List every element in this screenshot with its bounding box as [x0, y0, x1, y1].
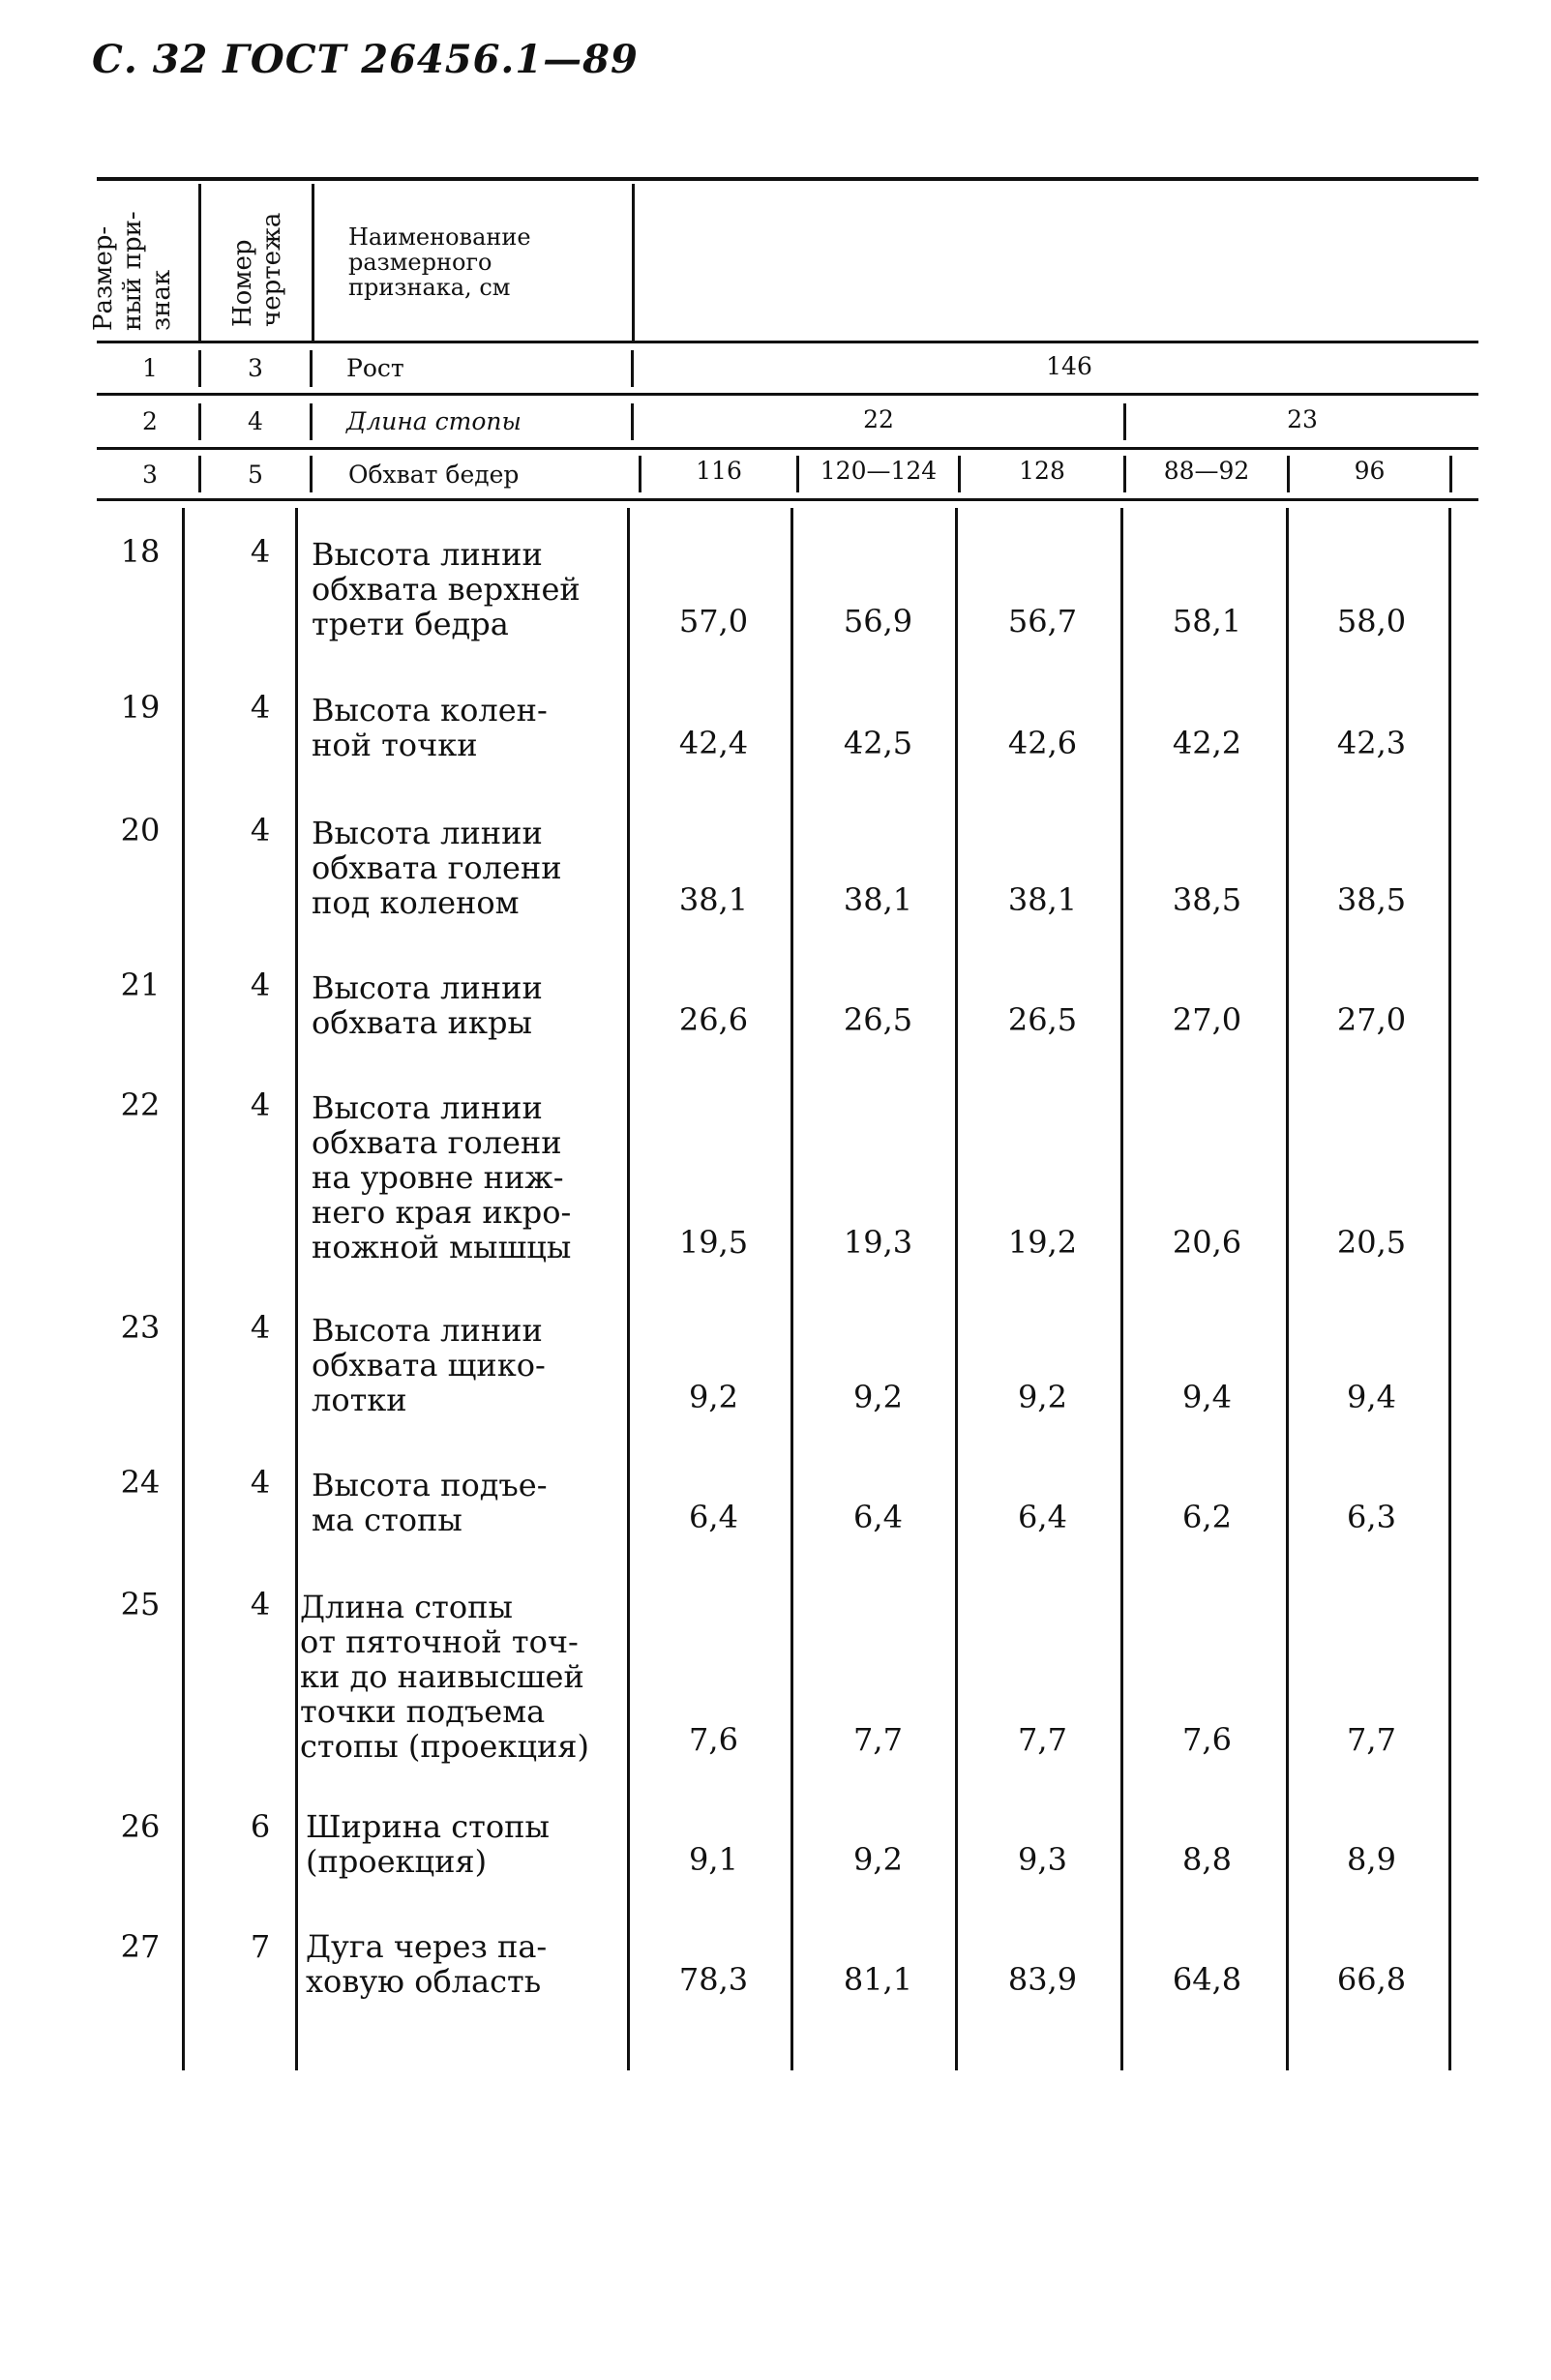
- row1-value: 146: [1046, 352, 1092, 380]
- row3-value: 88—92: [1163, 457, 1250, 485]
- row-18-value: 56,9: [843, 603, 913, 640]
- row-25-value: 7,7: [853, 1721, 903, 1758]
- row-21-value: 26,6: [678, 1001, 749, 1038]
- row-27-value: 64,8: [1172, 1961, 1242, 1998]
- row-18-value: 57,0: [678, 603, 749, 640]
- row1-drawing: 3: [248, 354, 263, 382]
- row-19-num: 19: [120, 689, 161, 726]
- row-23-value: 9,2: [689, 1379, 738, 1415]
- row-21-value: 26,5: [1007, 1001, 1078, 1038]
- row2-value: 22: [863, 405, 894, 433]
- row-23-value: 9,2: [853, 1379, 903, 1415]
- row-20-value: 38,5: [1336, 881, 1407, 918]
- page-header: С. 32 ГОСТ 26456.1—89: [92, 37, 639, 82]
- row-21-value: 27,0: [1172, 1001, 1242, 1038]
- row-23-name: Высота линии обхвата щико- лотки: [312, 1312, 546, 1418]
- row-25-name: Длина стопы от пяточной точ- ки до наивысшей точки подъема стопы (проекция): [300, 1589, 589, 1765]
- row1-col-rule: [631, 350, 634, 387]
- row-24-value: 6,4: [1018, 1499, 1067, 1535]
- row-22-drawing: 4: [250, 1086, 271, 1123]
- row-24-value: 6,4: [689, 1499, 738, 1535]
- row-26-drawing: 6: [250, 1808, 271, 1845]
- row-27-drawing: 7: [250, 1928, 271, 1965]
- table-top-rule: [97, 177, 1478, 181]
- header-bottom-rule: [97, 341, 1478, 343]
- row-19-name: Высота колен- ной точки: [312, 692, 548, 763]
- row2-col-rule: [310, 403, 313, 440]
- row-20-value: 38,1: [678, 881, 749, 918]
- row-27-value: 66,8: [1336, 1961, 1407, 1998]
- row-23-value: 9,2: [1018, 1379, 1067, 1415]
- row2-num: 2: [142, 407, 158, 435]
- header-col-rule: [632, 184, 635, 341]
- row-18-value: 56,7: [1007, 603, 1078, 640]
- row2-drawing: 4: [248, 407, 263, 435]
- row-18-drawing: 4: [250, 533, 271, 570]
- row-19-value: 42,6: [1007, 725, 1078, 761]
- row3-num: 3: [142, 461, 158, 489]
- row-27-num: 27: [120, 1928, 161, 1965]
- row-22-value: 20,6: [1172, 1224, 1242, 1261]
- row-27-value: 83,9: [1007, 1961, 1078, 1998]
- row-22-value: 19,2: [1007, 1224, 1078, 1261]
- row-21-num: 21: [120, 967, 161, 1003]
- row-23-value: 9,4: [1182, 1379, 1232, 1415]
- row-21-name: Высота линии обхвата икры: [312, 969, 543, 1041]
- row-24-num: 24: [120, 1464, 161, 1501]
- row-18-name: Высота линии обхвата верхней трети бедра: [312, 536, 581, 642]
- row-26-value: 9,1: [689, 1841, 738, 1878]
- header-size-feature: Размер- ный при- знак: [89, 211, 176, 331]
- row-23-drawing: 4: [250, 1309, 271, 1346]
- row-25-value: 7,6: [689, 1721, 738, 1758]
- row3-name: Обхват бедер: [348, 461, 520, 489]
- row-24-value: 6,2: [1182, 1499, 1232, 1535]
- row-25-drawing: 4: [250, 1586, 271, 1622]
- row-20-name: Высота линии обхвата голени под коленом: [312, 815, 562, 921]
- row-20-value: 38,5: [1172, 881, 1242, 918]
- body-col-rule: [627, 508, 630, 2070]
- row3-value: 120—124: [820, 457, 938, 485]
- row3-drawing: 5: [248, 461, 263, 489]
- row2-value: 23: [1287, 405, 1318, 433]
- row-26-value: 9,2: [853, 1841, 903, 1878]
- row1-num: 1: [142, 354, 158, 382]
- header-feature-name: Наименование размерного признака, см: [348, 223, 531, 301]
- row3-col-rule: [1449, 456, 1452, 492]
- row-18-value: 58,1: [1172, 603, 1242, 640]
- header-col-rule: [312, 184, 314, 341]
- row1-bottom-rule: [97, 393, 1478, 396]
- row-22-value: 19,3: [843, 1224, 913, 1261]
- row3-bottom-rule: [97, 498, 1478, 501]
- row-24-drawing: 4: [250, 1464, 271, 1501]
- row-27-name: Дуга через па- ховую область: [306, 1928, 548, 2000]
- row-25-value: 7,7: [1018, 1721, 1067, 1758]
- row-20-value: 38,1: [1007, 881, 1078, 918]
- row-22-name: Высота линии обхвата голени на уровне ниж- него края икро- ножной мышцы: [312, 1089, 572, 1265]
- row3-value: 96: [1354, 457, 1386, 485]
- row-26-value: 8,9: [1347, 1841, 1396, 1878]
- row-20-value: 38,1: [843, 881, 913, 918]
- row-24-value: 6,4: [853, 1499, 903, 1535]
- row-26-value: 8,8: [1182, 1841, 1232, 1878]
- row2-bottom-rule: [97, 447, 1478, 450]
- header-drawing-number: Номер чертежа: [228, 212, 286, 327]
- row-24-value: 6,3: [1347, 1499, 1396, 1535]
- row-19-value: 42,5: [843, 725, 913, 761]
- row-25-num: 25: [120, 1586, 161, 1622]
- row-19-drawing: 4: [250, 689, 271, 726]
- row-22-value: 19,5: [678, 1224, 749, 1261]
- row-20-num: 20: [120, 812, 161, 848]
- row-27-value: 81,1: [843, 1961, 913, 1998]
- row-22-num: 22: [120, 1086, 161, 1123]
- row1-col-rule: [310, 350, 313, 387]
- row-24-name: Высота подъе- ма стопы: [312, 1467, 548, 1538]
- row-25-value: 7,6: [1182, 1721, 1232, 1758]
- row-18-num: 18: [120, 533, 161, 570]
- row-19-value: 42,3: [1336, 725, 1407, 761]
- row3-col-rule: [310, 456, 313, 492]
- row3-value: 116: [696, 457, 742, 485]
- row-19-value: 42,2: [1172, 725, 1242, 761]
- row-22-value: 20,5: [1336, 1224, 1407, 1261]
- row-21-value: 26,5: [843, 1001, 913, 1038]
- row-25-value: 7,7: [1347, 1721, 1396, 1758]
- row-20-drawing: 4: [250, 812, 271, 848]
- row2-name: Длина стопы: [346, 407, 522, 435]
- row3-value: 128: [1019, 457, 1065, 485]
- row-18-value: 58,0: [1336, 603, 1407, 640]
- row-21-drawing: 4: [250, 967, 271, 1003]
- row-23-value: 9,4: [1347, 1379, 1396, 1415]
- row-21-value: 27,0: [1336, 1001, 1407, 1038]
- header-col-rule: [198, 184, 201, 341]
- row-26-num: 26: [120, 1808, 161, 1845]
- row-23-num: 23: [120, 1309, 161, 1346]
- row-19-value: 42,4: [678, 725, 749, 761]
- row1-name: Рост: [346, 354, 404, 382]
- row-26-name: Ширина стопы (проекция): [306, 1808, 550, 1880]
- row-27-value: 78,3: [678, 1961, 749, 1998]
- row-26-value: 9,3: [1018, 1841, 1067, 1878]
